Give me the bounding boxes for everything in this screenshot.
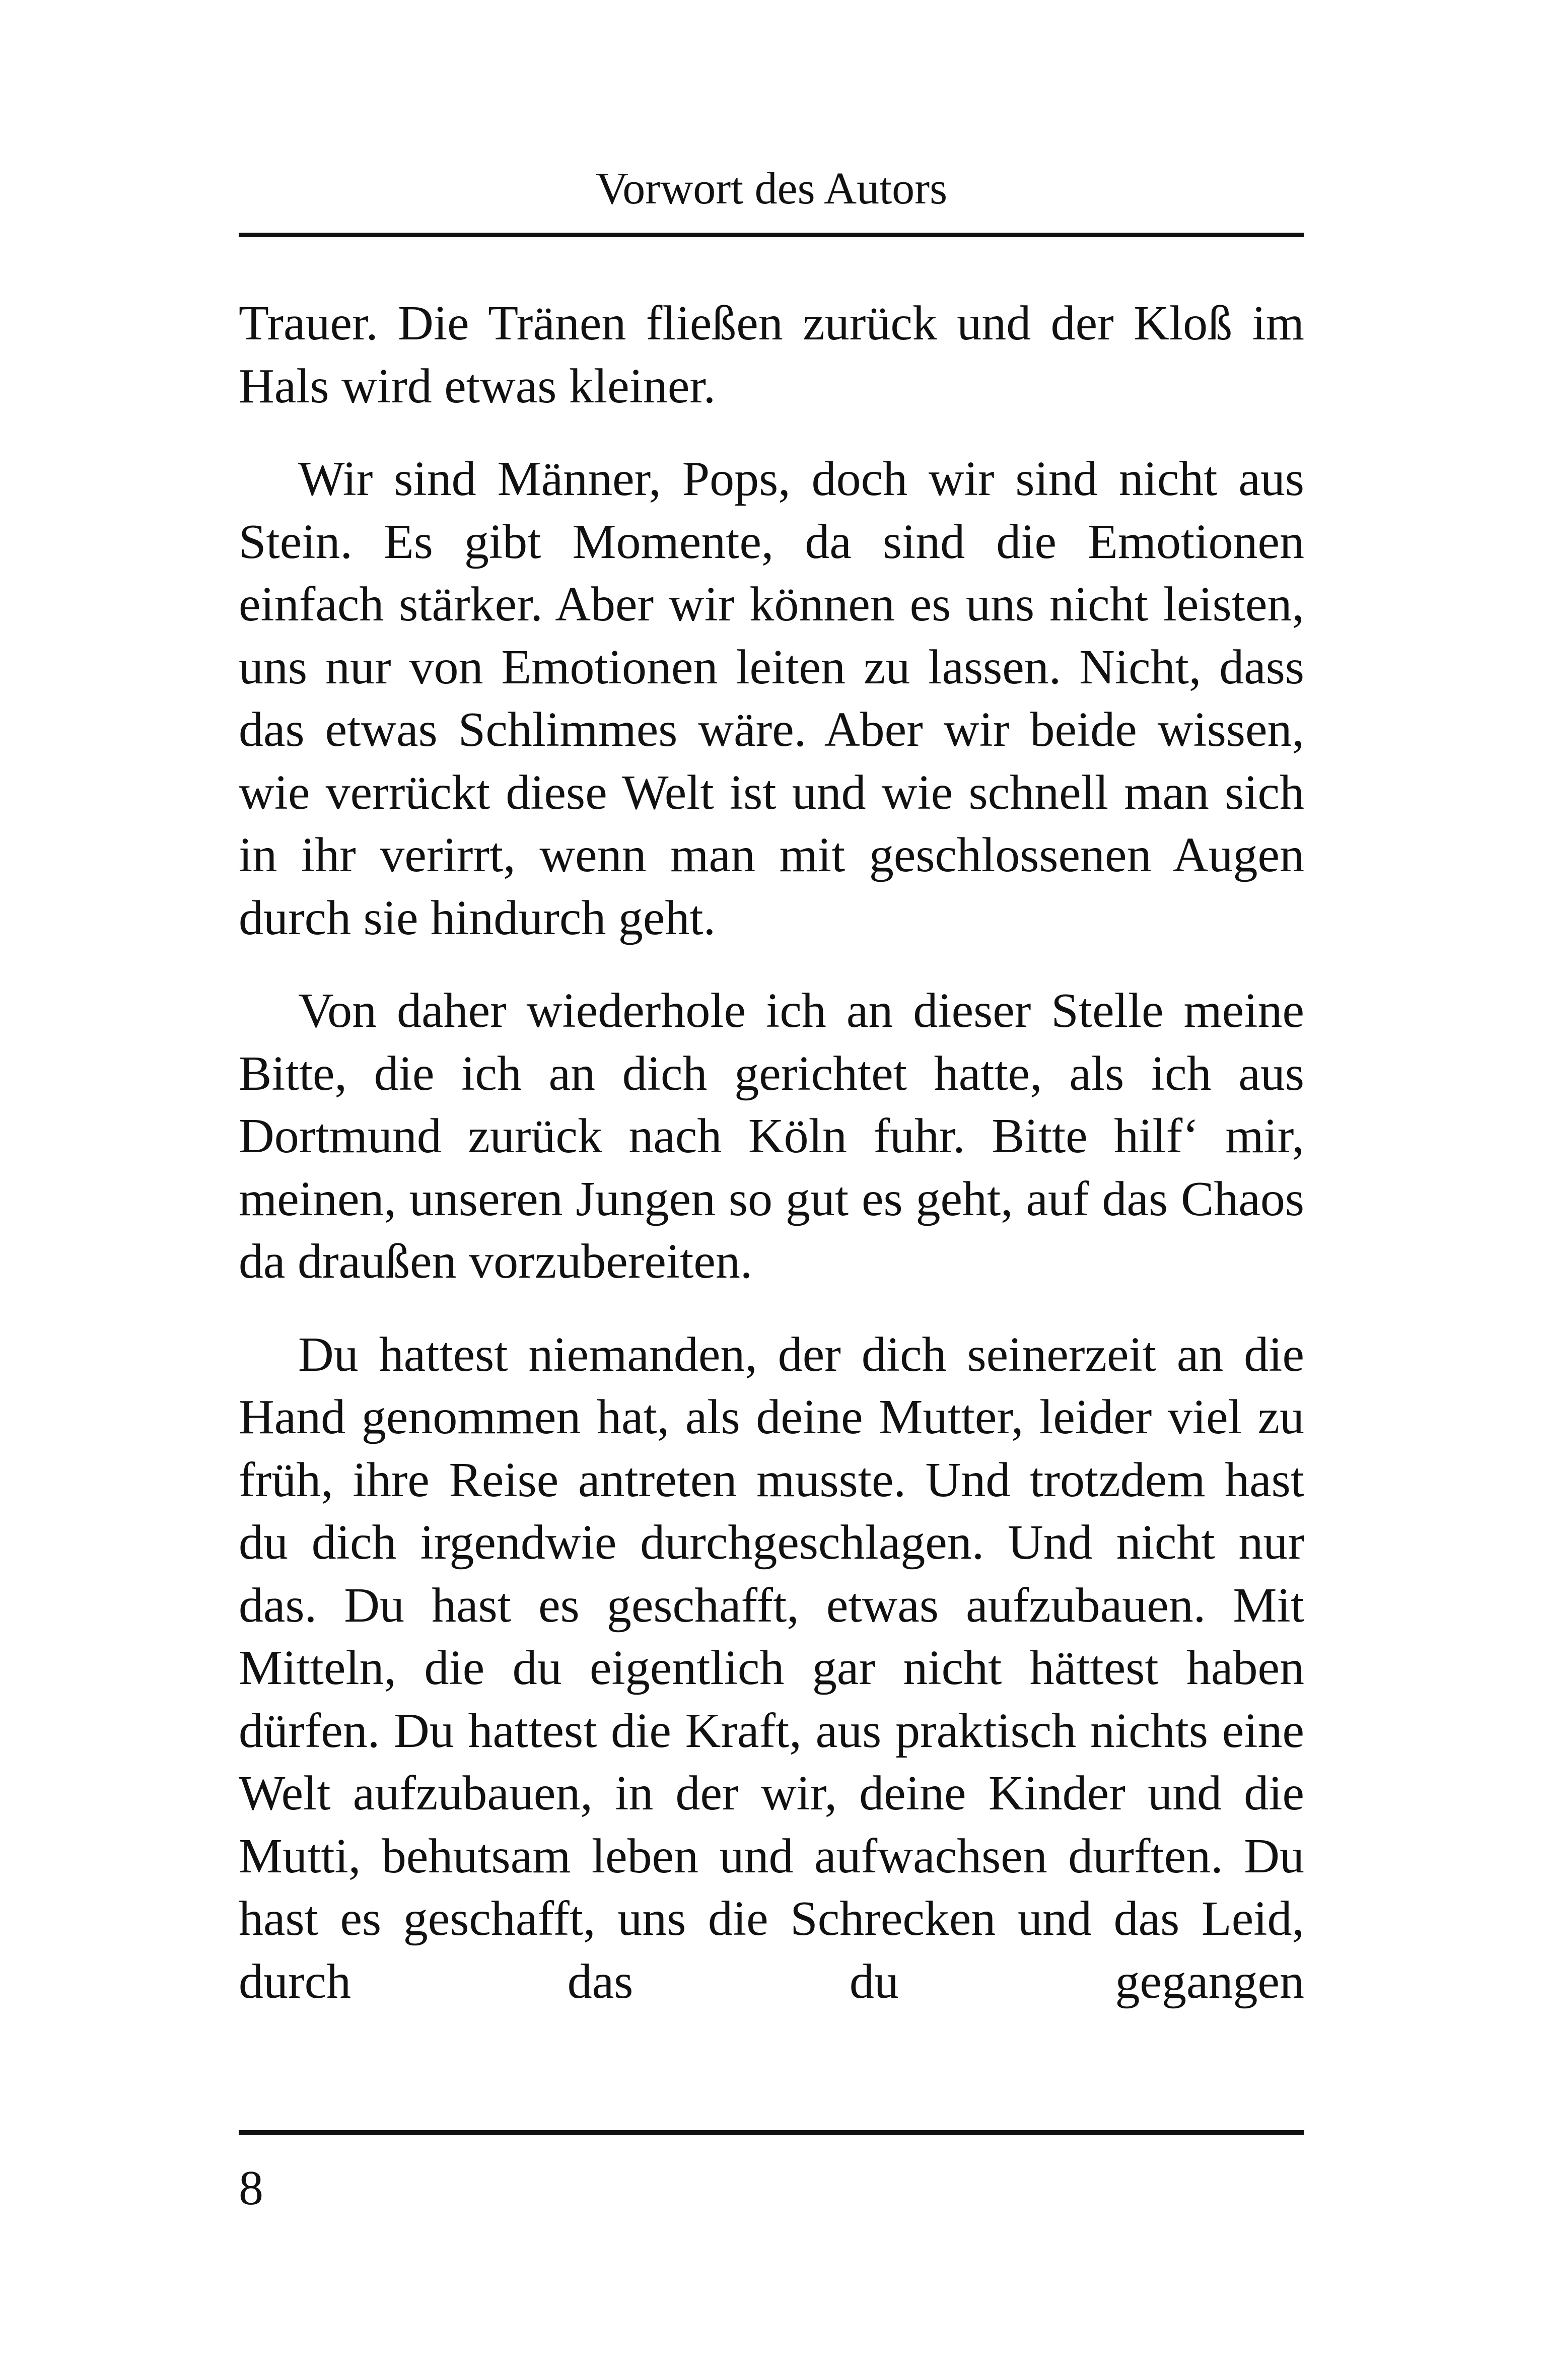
paragraph: Wir sind Männer, Pops, doch wir sind nicht aus Stein. Es gibt Momente, da sind die Emotionen einfach stärker. Aber wir können es uns nicht leisten, uns nur von Emotionen leiten zu lassen. Nicht, dass das etwas Schlimmes wäre. Aber wir beide wissen, wie verrückt diese Welt ist und wie schnell man sich in ihr verirrt, wenn man mit geschlossenen Augen durch sie hindurch geht.	[239, 452, 1304, 945]
running-header: Vorwort des Autors	[595, 164, 948, 214]
page-number: 8	[239, 2161, 263, 2215]
paragraph: Trauer. Die Tränen fließen zurück und der Kloß im Hals wird etwas kleiner.	[239, 296, 1304, 413]
footer-rule	[239, 2130, 1304, 2135]
paragraph: Du hattest niemanden, der dich seinerzeit an die Hand genommen hat, als deine Mutter, leider viel zu früh, ihre Reise antreten musste. Und trotzdem hast du dich irgendwie durchgeschlagen. Und nicht nur das. Du hast es geschafft, etwas aufzubauen. Mit Mitteln, die du eigentlich gar nicht hättest haben dürfen. Du hattest die Kraft, aus praktisch nichts eine Welt aufzubauen, in der wir, deine Kinder und die Mutti, behutsam leben und aufwachsen durften. Du hast es geschafft, uns die Schrecken und das Leid, durch das du gegangen	[239, 1327, 1304, 2009]
paragraph: Von daher wiederhole ich an dieser Stelle meine Bitte, die ich an dich gerichtet hatte, als ich aus Dortmund zurück nach Köln fuhr. Bitte hilf‘ mir, meinen, unseren Jungen so gut es geht, auf das Chaos da draußen vorzubereiten.	[239, 984, 1304, 1289]
header-rule	[239, 233, 1304, 237]
body-text	[239, 292, 1304, 2013]
